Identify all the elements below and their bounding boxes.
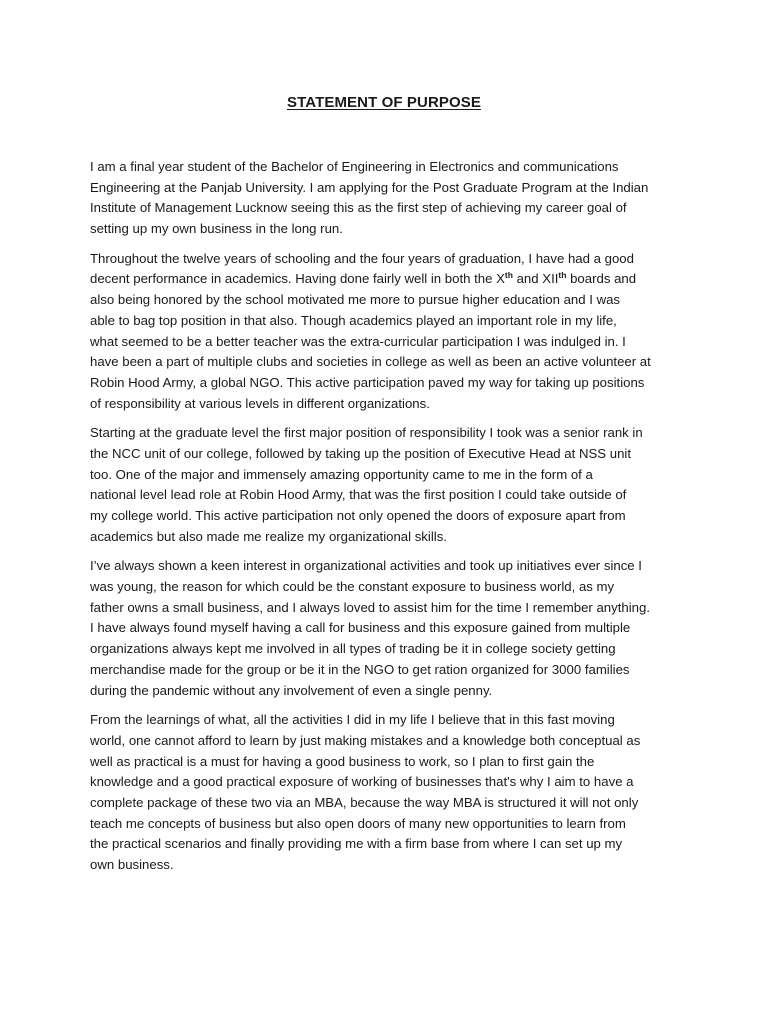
paragraph-mba-goal	[90, 710, 678, 876]
text-line: organizations always kept me involved in all types of trading be it in college society getting	[90, 641, 616, 657]
superscript-th: th	[558, 270, 567, 281]
page-title: STATEMENT OF PURPOSE	[287, 94, 481, 111]
text-line: of responsibility at various levels in different organizations.	[90, 395, 430, 411]
text-line: the practical scenarios and finally providing me with a firm base from where I can set up my	[90, 836, 623, 852]
text-line: From the learnings of what, all the activities I did in my life I believe that in this fast moving	[90, 712, 615, 728]
paragraph-academics	[90, 249, 678, 415]
paragraph-intro	[90, 157, 678, 240]
text-segment: and XII	[512, 271, 559, 287]
document-body	[90, 157, 678, 885]
text-line: academics but also made me realize my organizational skills.	[90, 528, 447, 544]
paragraph-business-interest	[90, 556, 678, 701]
text-line: also being honored by the school motivated me more to pursue higher education and I was	[90, 292, 621, 308]
text-line: complete package of these two via an MBA, because the way MBA is structured it will not only	[90, 794, 639, 810]
text-line: I have always found myself having a call for business and this exposure gained from multiple	[90, 620, 631, 636]
text-line: well as practical is a must for having a good business to work, so I plan to first gain the	[90, 753, 595, 769]
superscript-th: th	[504, 270, 513, 281]
text-line: what seemed to be a better teacher was the extra-curricular participation I was indulged in. I	[90, 333, 626, 349]
text-line: Throughout the twelve years of schooling and the four years of graduation, I have had a good	[90, 250, 634, 266]
text-line: national level lead role at Robin Hood Army, that was the first position I could take outside of	[90, 487, 627, 503]
text-line: setting up my own business in the long run.	[90, 221, 343, 237]
text-line: I’ve always shown a keen interest in organizational activities and took up initiatives ever since I	[90, 558, 642, 574]
text-line: I am a final year student of the Bachelor of Engineering in Electronics and communications	[90, 159, 619, 174]
text-line: my college world. This active participation not only opened the doors of exposure apart from	[90, 508, 626, 523]
text-line: able to bag top position in that also. Though academics played an important role in my life,	[90, 312, 617, 328]
text-line: merchandise made for the group or be it in the NGO to get ration organized for 3000 families	[90, 661, 630, 677]
text-line: Institute of Management Lucknow seeing this as the first step of achieving my career goal of	[90, 200, 627, 216]
text-segment: decent performance in academics. Having done fairly well in both the X	[90, 271, 505, 287]
text-line: own business.	[90, 857, 174, 872]
text-segment: boards and	[566, 271, 637, 287]
text-line: Starting at the graduate level the first major position of responsibility I took was a senior rank in	[90, 425, 643, 441]
text-line: during the pandemic without any involvement of even a single penny.	[90, 682, 493, 698]
text-line: father owns a small business, and I always loved to assist him for the time I remember anything.	[90, 599, 650, 615]
text-line: have been a part of multiple clubs and societies in college as well as been an active volunteer at	[90, 354, 651, 370]
text-line: world, one cannot afford to learn by just making mistakes and a knowledge both conceptual as	[90, 732, 641, 748]
text-line: was young, the reason for which could be the constant exposure to business world, as my	[90, 579, 615, 595]
text-line-with-superscripts	[90, 269, 678, 290]
paragraph-responsibility	[90, 423, 678, 547]
text-line: the NCC unit of our college, followed by taking up the position of Executive Head at NSS unit	[90, 445, 631, 461]
text-line: Engineering at the Panjab University. I am applying for the Post Graduate Program at the Indian	[90, 179, 649, 195]
text-line: too. One of the major and immensely amazing opportunity came to me in the form of a	[90, 466, 593, 482]
text-line: Robin Hood Army, a global NGO. This active participation paved my way for taking up positions	[90, 374, 645, 390]
text-line: teach me concepts of business but also open doors of many new opportunities to learn from	[90, 815, 626, 831]
text-line: knowledge and a good practical exposure of working of businesses that's why I aim to have a	[90, 774, 634, 790]
